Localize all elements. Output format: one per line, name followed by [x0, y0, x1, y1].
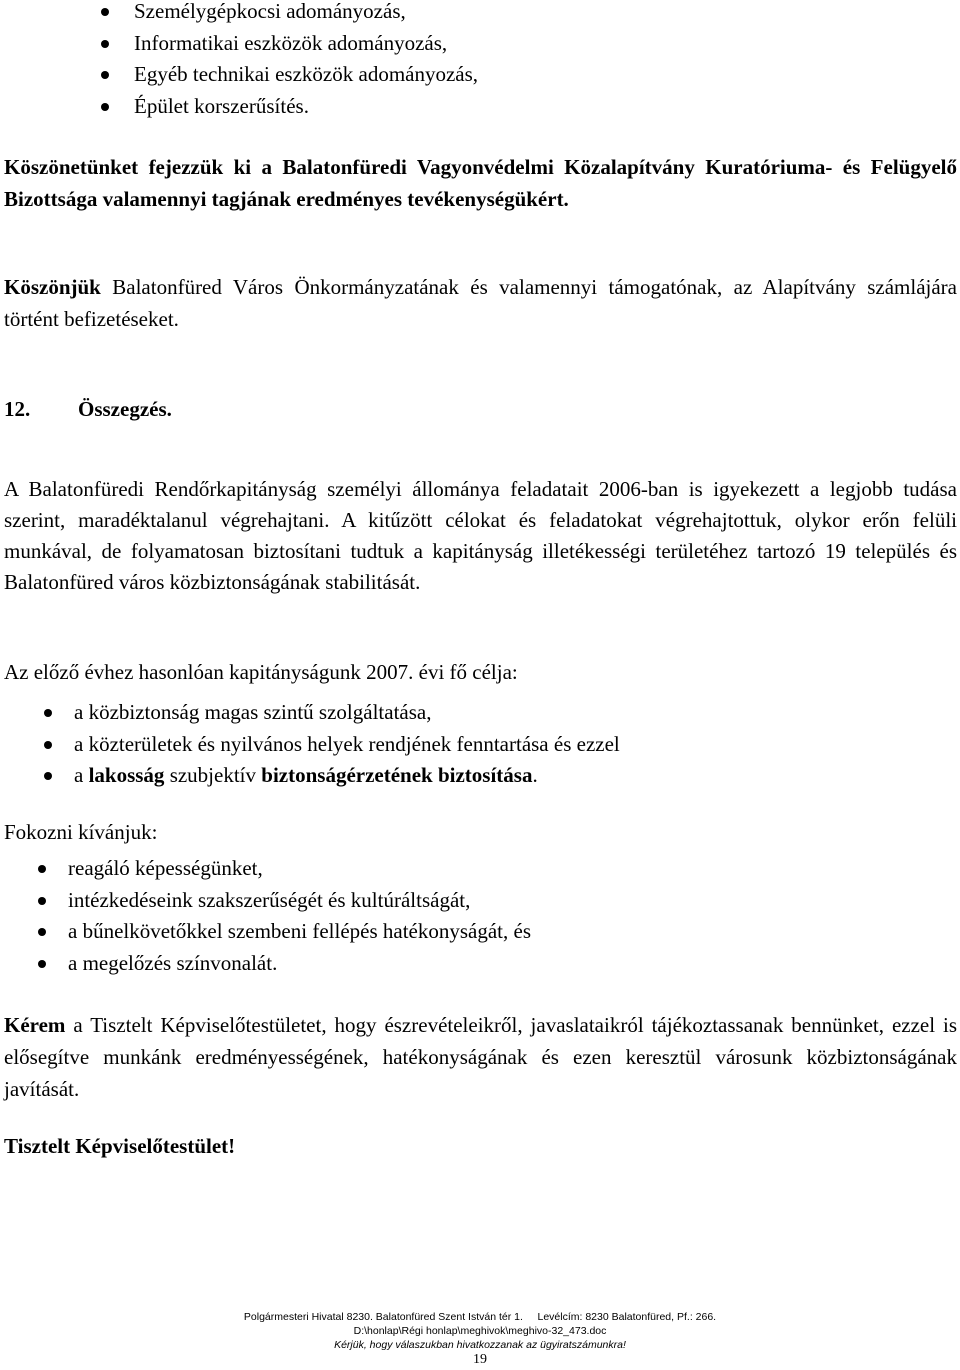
closing-salutation: Tisztelt Képviselőtestület!: [4, 1134, 236, 1158]
footer-filepath: D:\honlap\Régi honlap\meghivok\meghivo-32_473.doc: [353, 1325, 607, 1337]
list-item: a lakosság szubjektív biztonságérzetének biztosítása.: [0, 760, 960, 792]
footer: [0, 1310, 960, 1352]
bullet-icon: [101, 8, 109, 16]
bullet-icon: [38, 897, 46, 905]
list-item: a közterületek és nyilvános helyek rendjének fenntartása és ezzel: [0, 729, 960, 761]
list-item: a megelőzés színvonalát.: [0, 948, 960, 980]
footer-address: Polgármesteri Hivatal 8230. Balatonfüred Szent István tér 1. Levélcím: 8230 Balatonfüred, Pf.: 266.: [243, 1311, 717, 1323]
list-item: Informatikai eszközök adományozás,: [0, 28, 960, 60]
request-paragraph: Kérem a Tisztelt Képviselőtestületet, hogy észrevételeikről, javaslataikról tájékoztassanak bennünket, ezzel is elősegítve munkánk eredményességének, hatékonyságának és ezen keresztül városunk közbiztonságának javítását.: [4, 1013, 957, 1101]
page-number: 19: [473, 1352, 487, 1367]
list-item: Egyéb technikai eszközök adományozás,: [0, 59, 960, 91]
request-bold: Kérem: [4, 1013, 66, 1037]
bullet-icon: [38, 865, 46, 873]
bullet-icon: [101, 71, 109, 79]
improve-intro: Fokozni kívánjuk:: [4, 820, 158, 844]
list-item: reagáló képességünket,: [0, 853, 960, 885]
section-heading: [4, 393, 172, 425]
goals-intro: Az előző évhez hasonlóan kapitányságunk 2007. évi fő célja:: [4, 660, 518, 684]
list-item: a bűnelkövetőkkel szembeni fellépés hatékonyságát, és: [0, 916, 960, 948]
footer-notice: Kérjük, hogy válaszukban hivatkozzanak az ügyiratszámunkra!: [334, 1339, 626, 1351]
section-title: Összegzés.: [78, 397, 172, 421]
bullet-icon: [101, 103, 109, 111]
improve-list: [0, 853, 960, 979]
support-thanks-paragraph: Köszönjük Balatonfüred Város Önkormányzatának és valamennyi támogatónak, az Alapítvány számlájára történt befizetéseket.: [4, 275, 957, 331]
section-number: 12.: [4, 397, 31, 421]
list-item: Épület korszerűsítés.: [0, 91, 960, 123]
list-item: Személygépkocsi adományozás,: [0, 0, 960, 28]
thanks-paragraph: Köszönetünket fejezzük ki a Balatonfüredi Vagyonvédelmi Közalapítvány Kuratóriuma- és Felügyelő Bizottsága valamennyi tagjának eredményes tevékenységükért.: [4, 155, 957, 211]
bullet-icon: [101, 40, 109, 48]
list-item: intézkedéseink szakszerűségét és kultúráltságát,: [0, 885, 960, 917]
donation-list: [0, 0, 960, 122]
goals-list: [0, 697, 960, 792]
bullet-icon: [44, 772, 52, 780]
summary-paragraph: A Balatonfüredi Rendőrkapitányság személyi állománya feladatait 2006-ban is igyekezett a legjobb tudása szerint, maradéktalanul végrehajtani. A kitűzött célokat és feladatokat végrehajtottuk, olykor erőn felüli munkával, de folyamatosan biztosítani tudtuk a kapitányság illetékességi területéhez tartozó 19 település és Balatonfüred város közbiztonságának stabilitását.: [4, 477, 957, 594]
bullet-icon: [44, 709, 52, 717]
thanks-bold: Köszönjük: [4, 275, 101, 299]
bullet-icon: [44, 741, 52, 749]
bullet-icon: [38, 928, 46, 936]
bullet-icon: [38, 960, 46, 968]
list-item: a közbiztonság magas szintű szolgáltatása,: [0, 697, 960, 729]
